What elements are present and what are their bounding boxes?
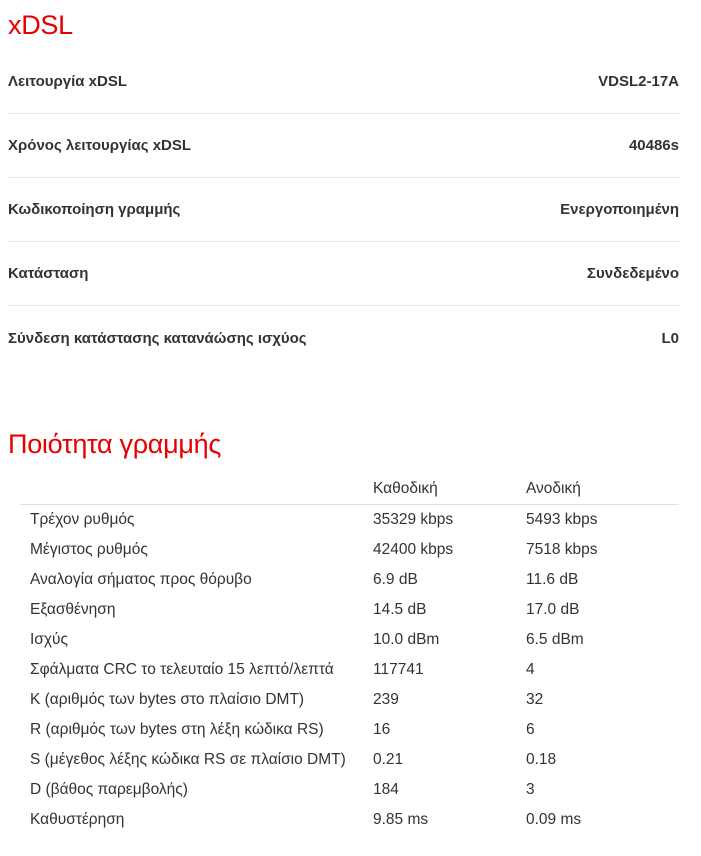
xdsl-section-title: xDSL [8, 10, 73, 40]
xdsl-row-value: 40486s [628, 137, 679, 154]
row-label: Τρέχον ρυθμός [30, 511, 135, 528]
xdsl-row-label: Σύνδεση κατάστασης κατανάώσης ισχύος [8, 329, 307, 347]
xdsl-row-status [8, 242, 679, 306]
table-row [20, 625, 679, 655]
row-upstream-value: 11.6 dB [526, 571, 579, 588]
row-label: Μέγιστος ρυθμός [30, 541, 148, 558]
row-label: Σφάλματα CRC το τελευταίο 15 λεπτό/λεπτά [30, 661, 334, 678]
row-label: S (μέγεθος λέξης κώδικα RS σε πλαίσιο DMT) [30, 751, 346, 768]
column-header-downstream: Καθοδική [373, 480, 438, 497]
line-quality-table [20, 474, 679, 835]
xdsl-row-value: L0 [661, 329, 679, 347]
xdsl-row-label: Χρόνος λειτουργίας xDSL [8, 137, 192, 154]
row-downstream-value: 35329 kbps [373, 511, 454, 528]
table-row [20, 565, 679, 595]
row-downstream-value: 117741 [373, 661, 424, 678]
row-upstream-value: 7518 kbps [526, 541, 598, 558]
row-downstream-value: 42400 kbps [373, 541, 454, 558]
row-label: Αναλογία σήματος προς θόρυβο [30, 571, 252, 588]
table-row [20, 745, 679, 775]
table-row [20, 655, 679, 685]
line-quality-section-title: Ποιότητα γραμμής [8, 429, 222, 459]
row-upstream-value: 0.09 ms [526, 811, 582, 828]
xdsl-row-line-encoding [8, 178, 679, 242]
table-body [20, 505, 679, 835]
row-upstream-value: 6.5 dBm [526, 631, 584, 648]
row-downstream-value: 16 [373, 721, 391, 738]
table-row [20, 535, 679, 565]
xdsl-row-label: Λειτουργία xDSL [8, 73, 127, 90]
row-label: K (αριθμός των bytes στο πλαίσιο DMT) [30, 691, 305, 708]
xdsl-row-label: Κατάσταση [8, 265, 89, 282]
row-upstream-value: 32 [526, 691, 544, 708]
row-label: Ισχύς [30, 631, 68, 648]
row-downstream-value: 14.5 dB [373, 601, 427, 618]
table-row [20, 805, 679, 835]
table-row [20, 595, 679, 625]
row-upstream-value: 5493 kbps [526, 511, 598, 528]
row-upstream-value: 17.0 dB [526, 601, 580, 618]
row-label: Εξασθένηση [30, 601, 116, 618]
row-upstream-value: 4 [526, 661, 535, 678]
xdsl-info-list [8, 50, 679, 370]
row-downstream-value: 239 [373, 691, 399, 708]
row-label: Καθυστέρηση [30, 811, 125, 828]
xdsl-row-value: VDSL2-17A [598, 73, 679, 90]
row-label: D (βάθος παρεμβολής) [30, 781, 188, 798]
row-upstream-value: 0.18 [526, 751, 557, 768]
row-upstream-value: 6 [526, 721, 535, 738]
xdsl-row-uptime [8, 114, 679, 178]
table-header-row [20, 474, 679, 505]
table-row [20, 775, 679, 805]
table-row [20, 505, 679, 535]
column-header-upstream: Ανοδική [526, 480, 581, 497]
table-row [20, 715, 679, 745]
row-downstream-value: 6.9 dB [373, 571, 418, 588]
xdsl-row-value: Ενεργοποιημένη [560, 201, 679, 218]
xdsl-row-power-state [8, 306, 679, 370]
table-row [20, 685, 679, 715]
xdsl-row-value: Συνδεδεμένο [587, 265, 679, 282]
xdsl-row-label: Κωδικοποίηση γραμμής [8, 201, 181, 218]
row-downstream-value: 184 [373, 781, 399, 798]
row-downstream-value: 10.0 dBm [373, 631, 440, 648]
row-downstream-value: 9.85 ms [373, 811, 429, 828]
row-label: R (αριθμός των bytes στη λέξη κώδικα RS) [30, 721, 324, 738]
xdsl-row-mode [8, 50, 679, 114]
row-downstream-value: 0.21 [373, 751, 404, 768]
row-upstream-value: 3 [526, 781, 535, 798]
